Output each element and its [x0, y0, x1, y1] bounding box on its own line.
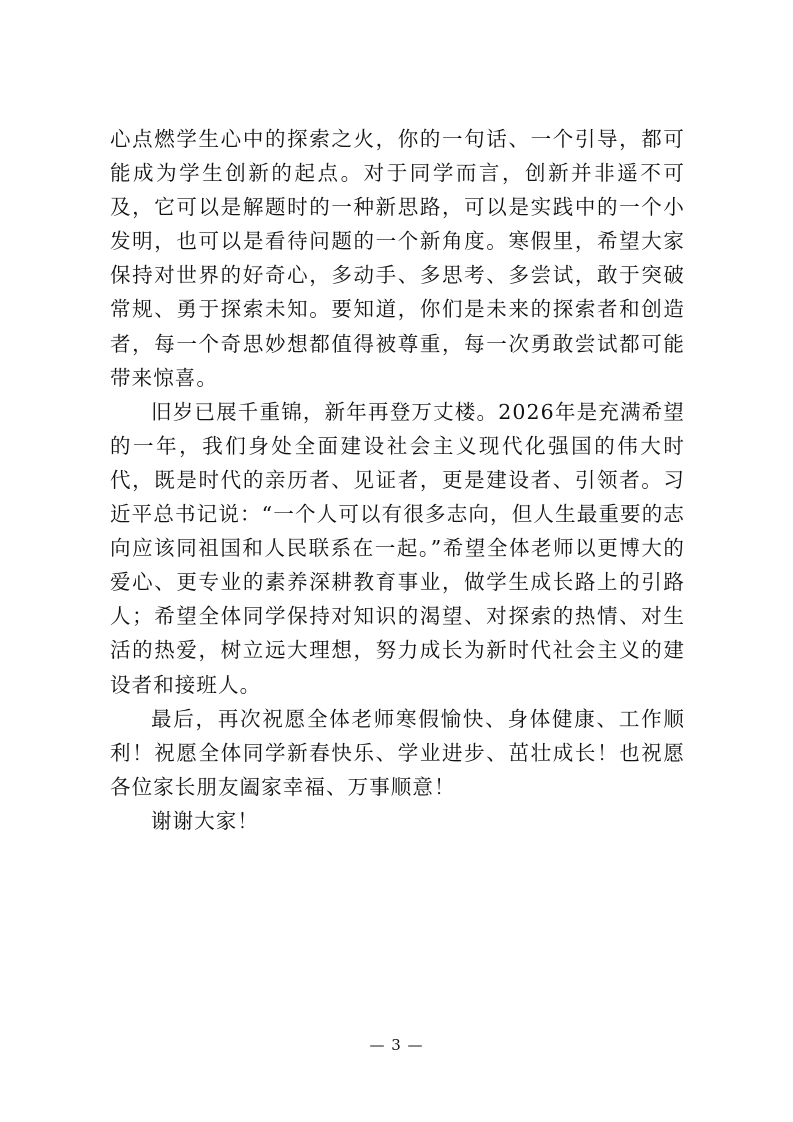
paragraph-thanks: 谢谢大家！ — [151, 808, 259, 833]
page-number: — 3 — — [369, 1036, 424, 1054]
paragraph-new-year: 旧岁已展千重锦，新年再登万丈楼。2026年是充满希望的一年，我们身处全面建设社会主义现代化强国的伟大时代，既是时代的亲历者、见证者，更是建设者、引领者。习近平总书记说：“一个人可以有很多志向，但人生最重要的志向应该同祖国和人民联系在一起。”希望全体老师以更博大的爱心、更专业的素养深耕教育事业，做学生成长路上的引路人；希望全体同学保持对知识的渴望、对探索的热情、对生活的热爱，树立远大理想，努力成长为新时代社会主义的建设者和接班人。 — [110, 399, 685, 697]
body-text — [110, 122, 685, 838]
paragraph-wishes: 最后，再次祝愿全体老师寒假愉快、身体健康、工作顺利！祝愿全体同学新春快乐、学业进步、茁壮成长！也祝愿各位家长朋友阖家幸福、万事顺意！ — [110, 706, 685, 799]
paragraph-continuation: 心点燃学生心中的探索之火，你的一句话、一个引导，都可能成为学生创新的起点。对于同学而言，创新并非遥不可及，它可以是解题时的一种新思路，可以是实践中的一个小发明，也可以是看待问题的一个新角度。寒假里，希望大家保持对世界的好奇心，多动手、多思考、多尝试，敢于突破常规、勇于探索未知。要知道，你们是未来的探索者和创造者，每一个奇思妙想都值得被尊重，每一次勇敢尝试都可能带来惊喜。 — [110, 127, 685, 390]
